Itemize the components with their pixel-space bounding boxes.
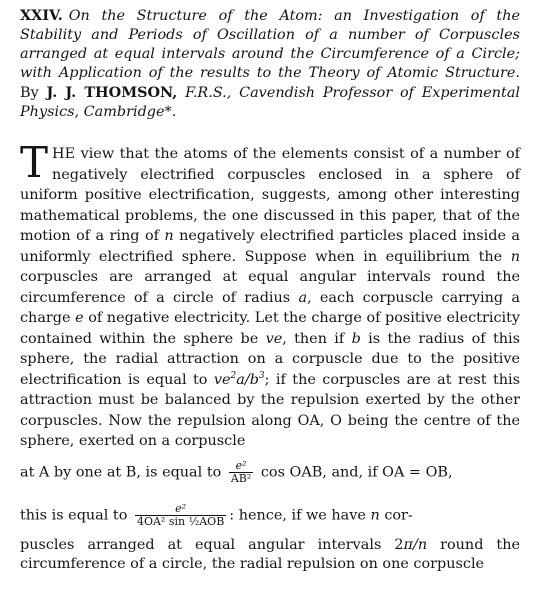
eq-text: at A by one at B, is equal to xyxy=(20,464,222,481)
body-text: corpuscles are arranged at equal angular intervals round the circumference of a circle of radius xyxy=(20,269,520,306)
fraction-e2-4oa2 xyxy=(135,503,226,528)
denominator: 4OA² sin ½AOB xyxy=(136,515,225,528)
var-e: e xyxy=(75,310,84,326)
body-text: HE view that the atoms of the elements consist of a number of negatively electrified corpuscles enclosed in a sphere of uniform positive electrification, suggests, among other interesting mathematical problems, the one discussed in this paper, that of the motion of a ring of xyxy=(20,146,520,244)
expr-ve2a-b3 xyxy=(214,372,265,388)
byline-prefix: By xyxy=(20,85,39,101)
denominator: AB² xyxy=(230,472,252,485)
drop-cap: T xyxy=(20,138,49,187)
eq-text: cos OAB, and, if OA = OB, xyxy=(260,464,453,481)
numerator: e² xyxy=(175,502,187,515)
article-heading xyxy=(20,6,520,122)
article-title: On the Structure of the Atom: an Investigation of the Stability and Periods of Oscillation of a number of Corpuscles arranged at equal intervals around the Circumference of a Circle; with Application of the results to the Theory of Atomic Structure. xyxy=(20,8,520,81)
eq-text: cor- xyxy=(384,507,413,524)
body-paragraph xyxy=(20,138,521,452)
author-name: J. J. THOMSON, xyxy=(46,84,178,101)
var-n: n xyxy=(164,228,174,244)
body-text: ; if the corpuscles are at rest this attraction must be balanced by the repulsion exerted by the other corpuscles. Now the repulsion along OA, O being the centre of the sphere, exerted on a corpuscle xyxy=(20,371,520,449)
body-text: negatively electrified particles placed inside a uniformly electrified sphere. Suppose when in equilibrium the xyxy=(20,228,520,265)
var-b: b xyxy=(351,330,361,347)
fraction-e2-ab2 xyxy=(229,460,253,485)
equation-line-2 xyxy=(20,503,520,528)
body-text: round the circumference of a circle, the radial repulsion on one corpuscle xyxy=(20,537,521,572)
var-n: n xyxy=(510,248,520,265)
article-number: XXIV. xyxy=(20,7,63,24)
eq-text: this is equal to xyxy=(20,507,128,524)
footnote-mark: *. xyxy=(164,104,177,120)
eq-text: : hence, if we have xyxy=(229,507,366,524)
continuation-text xyxy=(20,536,520,574)
expr-2pi-n: π/n xyxy=(403,537,428,553)
expr-part: ve xyxy=(213,371,231,388)
equation-line-1 xyxy=(20,460,520,485)
var-n: n xyxy=(370,507,380,524)
superscript: 3 xyxy=(258,370,265,381)
body-text: , then if xyxy=(282,330,345,347)
expr-part: a/b xyxy=(236,371,259,388)
var-a: a xyxy=(298,289,308,306)
body-text: of negative electricity. Let the charge of positive electricity contained within the sphere be xyxy=(20,310,521,347)
superscript: 2 xyxy=(230,370,237,381)
var-ve: ve xyxy=(265,330,283,347)
body-text: , each corpuscle carrying a charge xyxy=(20,289,520,326)
body-text: puscles arranged at equal angular intervals 2 xyxy=(20,537,404,553)
body-text: is the radius of this sphere, the radial attraction on a corpuscle due to the positive electrification is equal to xyxy=(20,330,520,388)
numerator: e² xyxy=(235,459,247,472)
author-affiliation: F.R.S., Cavendish Professor of Experimental Physics, Cambridge xyxy=(20,85,521,120)
